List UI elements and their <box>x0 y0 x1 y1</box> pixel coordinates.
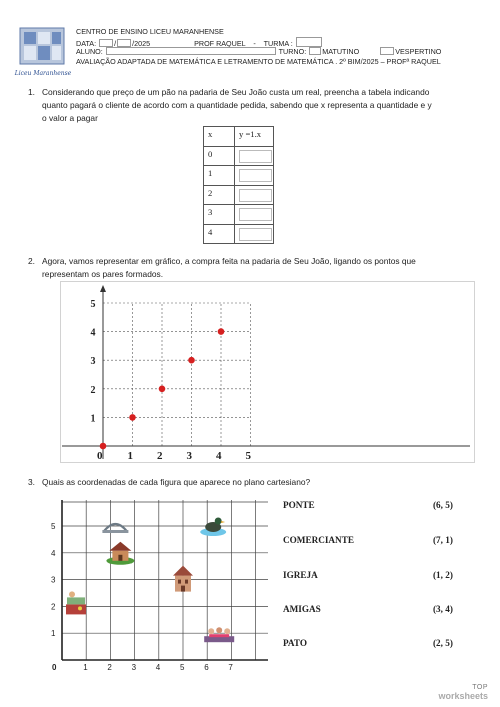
date-year: /2025 <box>132 39 151 48</box>
y-tick-label: 3 <box>51 575 56 585</box>
y-tick-label: 5 <box>51 522 56 531</box>
topworksheets-logo[interactable] <box>438 683 488 701</box>
duck-icon <box>200 518 226 537</box>
figure-coordinate: (7, 1) <box>433 535 453 545</box>
friend-head <box>224 628 230 634</box>
question-3 <box>28 476 488 490</box>
figure-coordinate: (1, 2) <box>433 570 453 580</box>
answer-input[interactable] <box>239 228 272 241</box>
duck-head <box>215 518 222 525</box>
figure-name: IGREJA <box>283 570 318 580</box>
day-field[interactable] <box>99 39 113 47</box>
figure-name: PATO <box>283 638 307 648</box>
y-tick-label: 4 <box>51 548 56 558</box>
table-header-x: x <box>204 127 235 147</box>
turma-label: TURMA : <box>263 39 293 48</box>
question-1-line-2: quanto pagará o cliente de acordo com a quantidade pedida, sabendo que x representa a quantidade e y <box>42 100 432 110</box>
graph-frame <box>61 282 475 463</box>
x-tick-label: 1 <box>83 663 88 672</box>
y-tick-label: 2 <box>51 602 56 612</box>
y-tick-label: 4 <box>90 327 96 339</box>
friend-head <box>216 627 222 633</box>
matutino-checkbox[interactable] <box>309 47 321 55</box>
question-3-number: 3. <box>28 477 35 487</box>
church-roof <box>173 566 193 576</box>
aluno-field[interactable] <box>106 47 276 55</box>
answer-input[interactable] <box>239 208 272 221</box>
school-name: CENTRO DE ENSINO LICEU MARANHENSE <box>76 27 224 36</box>
date-label: DATA: <box>76 39 97 48</box>
question-2 <box>28 255 488 283</box>
fruit <box>78 606 82 610</box>
church-door <box>181 586 185 592</box>
x-tick-label: 6 <box>204 663 209 672</box>
month-field[interactable] <box>117 39 131 47</box>
table-header-y: y =1.x <box>235 127 274 147</box>
question-1-line-3: o valor a pagar <box>42 113 98 123</box>
x-tick-label: 7 <box>228 663 233 672</box>
y-axis-arrow <box>100 285 106 292</box>
x-tick-label: 5 <box>245 450 251 462</box>
cartesian-plane <box>48 500 268 672</box>
bridge-deck <box>102 530 128 533</box>
figure-coordinate: (6, 5) <box>433 500 453 510</box>
table-row <box>204 166 274 186</box>
figure-name: COMERCIANTE <box>283 535 354 545</box>
figure-coordinate: (3, 4) <box>433 604 453 614</box>
table-row <box>204 224 274 244</box>
x-tick-label: 4 <box>155 663 161 672</box>
house-door <box>118 555 122 561</box>
data-point <box>129 414 136 421</box>
aluno-label: ALUNO: <box>76 47 103 56</box>
house-roof <box>109 542 131 551</box>
y-tick-label: 5 <box>90 299 96 310</box>
x-tick-label: 0 <box>97 450 103 462</box>
table-cell-x: 3 <box>204 205 235 225</box>
logo-caption: Liceu Maranhense <box>14 70 72 77</box>
answer-input[interactable] <box>239 189 272 202</box>
table-row <box>204 205 274 225</box>
function-table <box>203 126 274 244</box>
data-point <box>100 443 107 450</box>
assessment-title: AVALIAÇÃO ADAPTADA DE MATEMÁTICA E LETRAMENTO DE MATEMÁTICA . 2º BIM/2025 – PROFª RAQUEL <box>76 57 441 66</box>
question-2-number: 2. <box>28 256 35 266</box>
turno-label: TURNO: <box>278 47 307 56</box>
friends-icon <box>204 627 234 642</box>
church-window <box>178 580 181 584</box>
x-tick-label: 4 <box>216 450 222 462</box>
answer-input[interactable] <box>239 169 272 182</box>
church-window <box>185 580 188 584</box>
x-tick-label: 2 <box>107 663 112 672</box>
question-2-line-1: Agora, vamos representar em gráfico, a compra feita na padaria de Seu João, ligando os pontos que <box>42 256 416 266</box>
table-cell-x: 4 <box>204 224 235 244</box>
figure-coordinate: (2, 5) <box>433 638 453 648</box>
answer-input[interactable] <box>239 150 272 163</box>
stall-awning <box>67 597 85 604</box>
stall-table <box>66 604 86 614</box>
data-point <box>188 357 195 364</box>
friends-clothes <box>209 634 229 637</box>
header-dash: - <box>253 39 256 48</box>
school-logo <box>14 26 72 78</box>
merchant-head <box>69 591 75 597</box>
turma-field[interactable] <box>296 37 322 47</box>
table-cell-x: 0 <box>204 146 235 166</box>
question-1 <box>28 86 488 126</box>
question-3-line-1: Quais as coordenadas de cada figura que aparece no plano cartesiano? <box>42 477 311 487</box>
date-slash: / <box>114 39 117 48</box>
figure-name: PONTE <box>283 500 315 510</box>
y-tick-label: 1 <box>51 629 56 639</box>
friend-head <box>208 628 214 634</box>
church-icon <box>173 566 193 592</box>
y-tick-label: 2 <box>90 384 96 396</box>
table-header-row <box>204 127 274 147</box>
matutino-label: MATUTINO <box>322 47 360 56</box>
duck-beak <box>221 521 225 523</box>
figure-name: AMIGAS <box>283 604 321 614</box>
question-1-number: 1. <box>28 87 35 97</box>
x-tick-label: 0 <box>52 663 57 672</box>
data-point <box>218 328 225 335</box>
x-tick-label: 1 <box>127 450 133 462</box>
question-2-line-2: representam os pares formados. <box>42 269 164 279</box>
table-cell-x: 2 <box>204 185 235 205</box>
vespertino-checkbox[interactable] <box>380 47 394 55</box>
bridge-icon <box>102 524 128 533</box>
y-tick-label: 1 <box>90 413 96 425</box>
question-1-line-1: Considerando que preço de um pão na padaria de Seu João custa um real, preencha a tabela indicando <box>42 87 430 97</box>
prof-name: PROF RAQUEL <box>194 39 246 48</box>
vespertino-label: VESPERTINO <box>395 47 442 56</box>
x-tick-label: 3 <box>186 450 192 462</box>
brand-top: TOP <box>472 684 488 691</box>
table-row <box>204 185 274 205</box>
brand-name: worksheets <box>438 691 488 701</box>
bakery-graph <box>60 281 475 463</box>
merchant-icon <box>66 591 86 614</box>
x-tick-label: 5 <box>180 663 185 672</box>
y-tick-label: 3 <box>90 356 96 368</box>
x-tick-label: 3 <box>131 663 137 672</box>
data-point <box>159 386 166 393</box>
table-cell-x: 1 <box>204 166 235 186</box>
x-tick-label: 2 <box>157 450 163 462</box>
table-row <box>204 146 274 166</box>
